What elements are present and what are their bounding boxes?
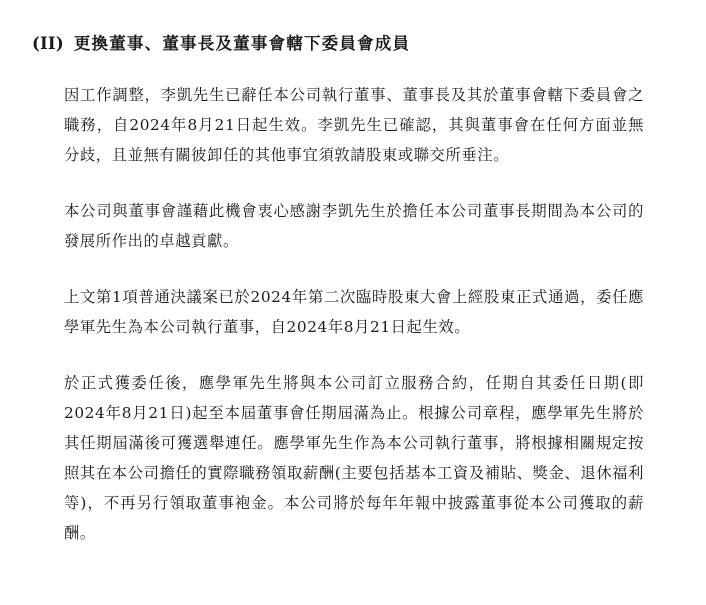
paragraph: 於正式獲委任後，應學軍先生將與本公司訂立服務合約，任期自其委任日期(即2024年8月21日)起至本屆董事會任期屆滿為止。根據公司章程，應學軍先生將於其任期屆滿後可獲選舉連任。應學軍先生作為本公司執行董事，將根據相關規定按照其在本公司擔任的實際職務領取薪酬(主要包括基本工資及補貼、獎金、退休福利等)，不再另行領取董事袍金。本公司將於每年年報中披露董事從本公司獲取的薪酬。 [64, 374, 644, 542]
section-heading [30, 30, 670, 54]
paragraph: 本公司與董事會謹藉此機會衷心感謝李凱先生於擔任本公司董事長期間為本公司的發展所作出的卓越貢獻。 [64, 202, 644, 250]
paragraph: 上文第1項普通決議案已於2024年第二次臨時股東大會上經股東正式通過，委任應學軍先生為本公司執行董事，自2024年8月21日起生效。 [64, 288, 644, 336]
document-body [30, 80, 670, 548]
paragraph: 因工作調整，李凱先生已辭任本公司執行董事、董事長及其於董事會轄下委員會之職務，自2024年8月21日起生效。李凱先生已確認，其與董事會在任何方面並無分歧，且並無有關彼卸任的其他事宜須敦請股東或聯交所垂注。 [64, 86, 644, 164]
section-number: (II) [32, 34, 64, 53]
section-title: 更換董事、董事長及董事會轄下委員會成員 [73, 34, 411, 53]
